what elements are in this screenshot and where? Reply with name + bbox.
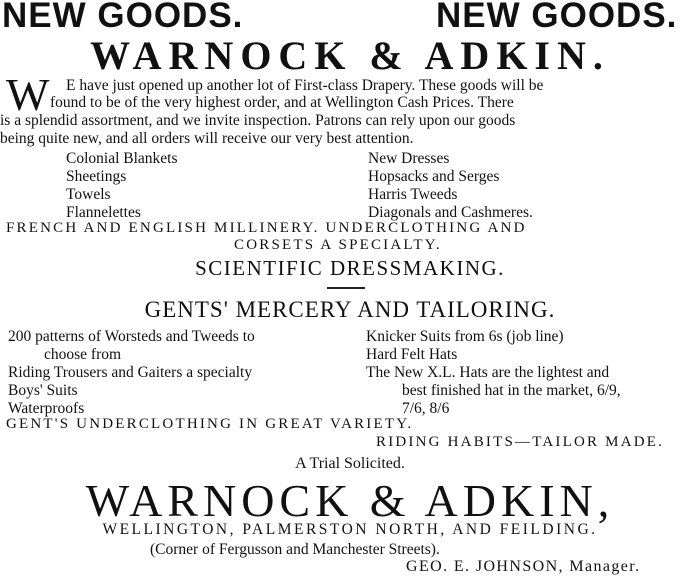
specialty-line-1: FRENCH AND ENGLISH MILLINERY. UNDERCLOTHING AND: [6, 220, 527, 236]
list-item: best finished hat in the market, 6/9,: [402, 382, 621, 399]
headline-right: NEW GOODS.: [436, 0, 678, 35]
list-item: Towels: [66, 186, 111, 203]
divider: [327, 287, 365, 289]
firm-name-bottom: WARNOCK & ADKIN,: [85, 475, 615, 526]
firm-name-top: WARNOCK & ADKIN.: [90, 33, 610, 78]
gents-heading: GENTS' MERCERY AND TAILORING.: [144, 297, 556, 322]
list-item: Knicker Suits from 6s (job line): [366, 328, 564, 345]
list-item: Waterproofs: [8, 400, 85, 417]
address: (Corner of Fergusson and Manchester Streets).: [150, 541, 440, 558]
intro-line-1: E have just opened up another lot of First-class Drapery. These goods will be: [66, 77, 544, 94]
riding-habits: RIDING HABITS—TAILOR MADE.: [376, 434, 665, 450]
list-item: choose from: [44, 346, 122, 363]
list-item: The New X.L. Hats are the lightest and: [366, 364, 610, 381]
list-item: 200 patterns of Worsteds and Tweeds to: [8, 328, 255, 345]
list-item: Sheetings: [66, 168, 127, 185]
list-item: Flannelettes: [66, 204, 141, 221]
specialty-line-2: CORSETS A SPECIALTY.: [234, 237, 442, 253]
list-item: Hard Felt Hats: [366, 346, 458, 363]
trial-solicited: A Trial Solicited.: [295, 455, 405, 472]
dressmaking-heading: SCIENTIFIC DRESSMAKING.: [195, 256, 505, 280]
list-item: Boys' Suits: [8, 382, 78, 399]
intro-line-3: is a splendid assortment, and we invite inspection. Patrons can rely upon our goods: [0, 112, 516, 129]
manager: GEO. E. JOHNSON, Manager.: [406, 558, 641, 575]
gents-underclothing: GENT'S UNDERCLOTHING IN GREAT VARIETY.: [6, 416, 414, 432]
headline-left: NEW GOODS.: [2, 0, 244, 35]
list-item: Riding Trousers and Gaiters a specialty: [8, 364, 253, 381]
list-item: Hopsacks and Serges: [368, 168, 500, 185]
list-item: Diagonals and Cashmeres.: [368, 204, 533, 221]
intro-line-2: found to be of the very highest order, and at Wellington Cash Prices. There: [50, 94, 514, 111]
drop-cap: W: [6, 69, 50, 120]
intro-line-4: being quite new, and all orders will receive our very best attention.: [0, 130, 414, 147]
locations: WELLINGTON, PALMERSTON NORTH, AND FEILDING.: [102, 521, 598, 538]
list-item: New Dresses: [368, 150, 450, 167]
list-item: 7/6, 8/6: [402, 400, 450, 417]
list-item: Colonial Blankets: [66, 150, 178, 167]
list-item: Harris Tweeds: [368, 186, 458, 203]
